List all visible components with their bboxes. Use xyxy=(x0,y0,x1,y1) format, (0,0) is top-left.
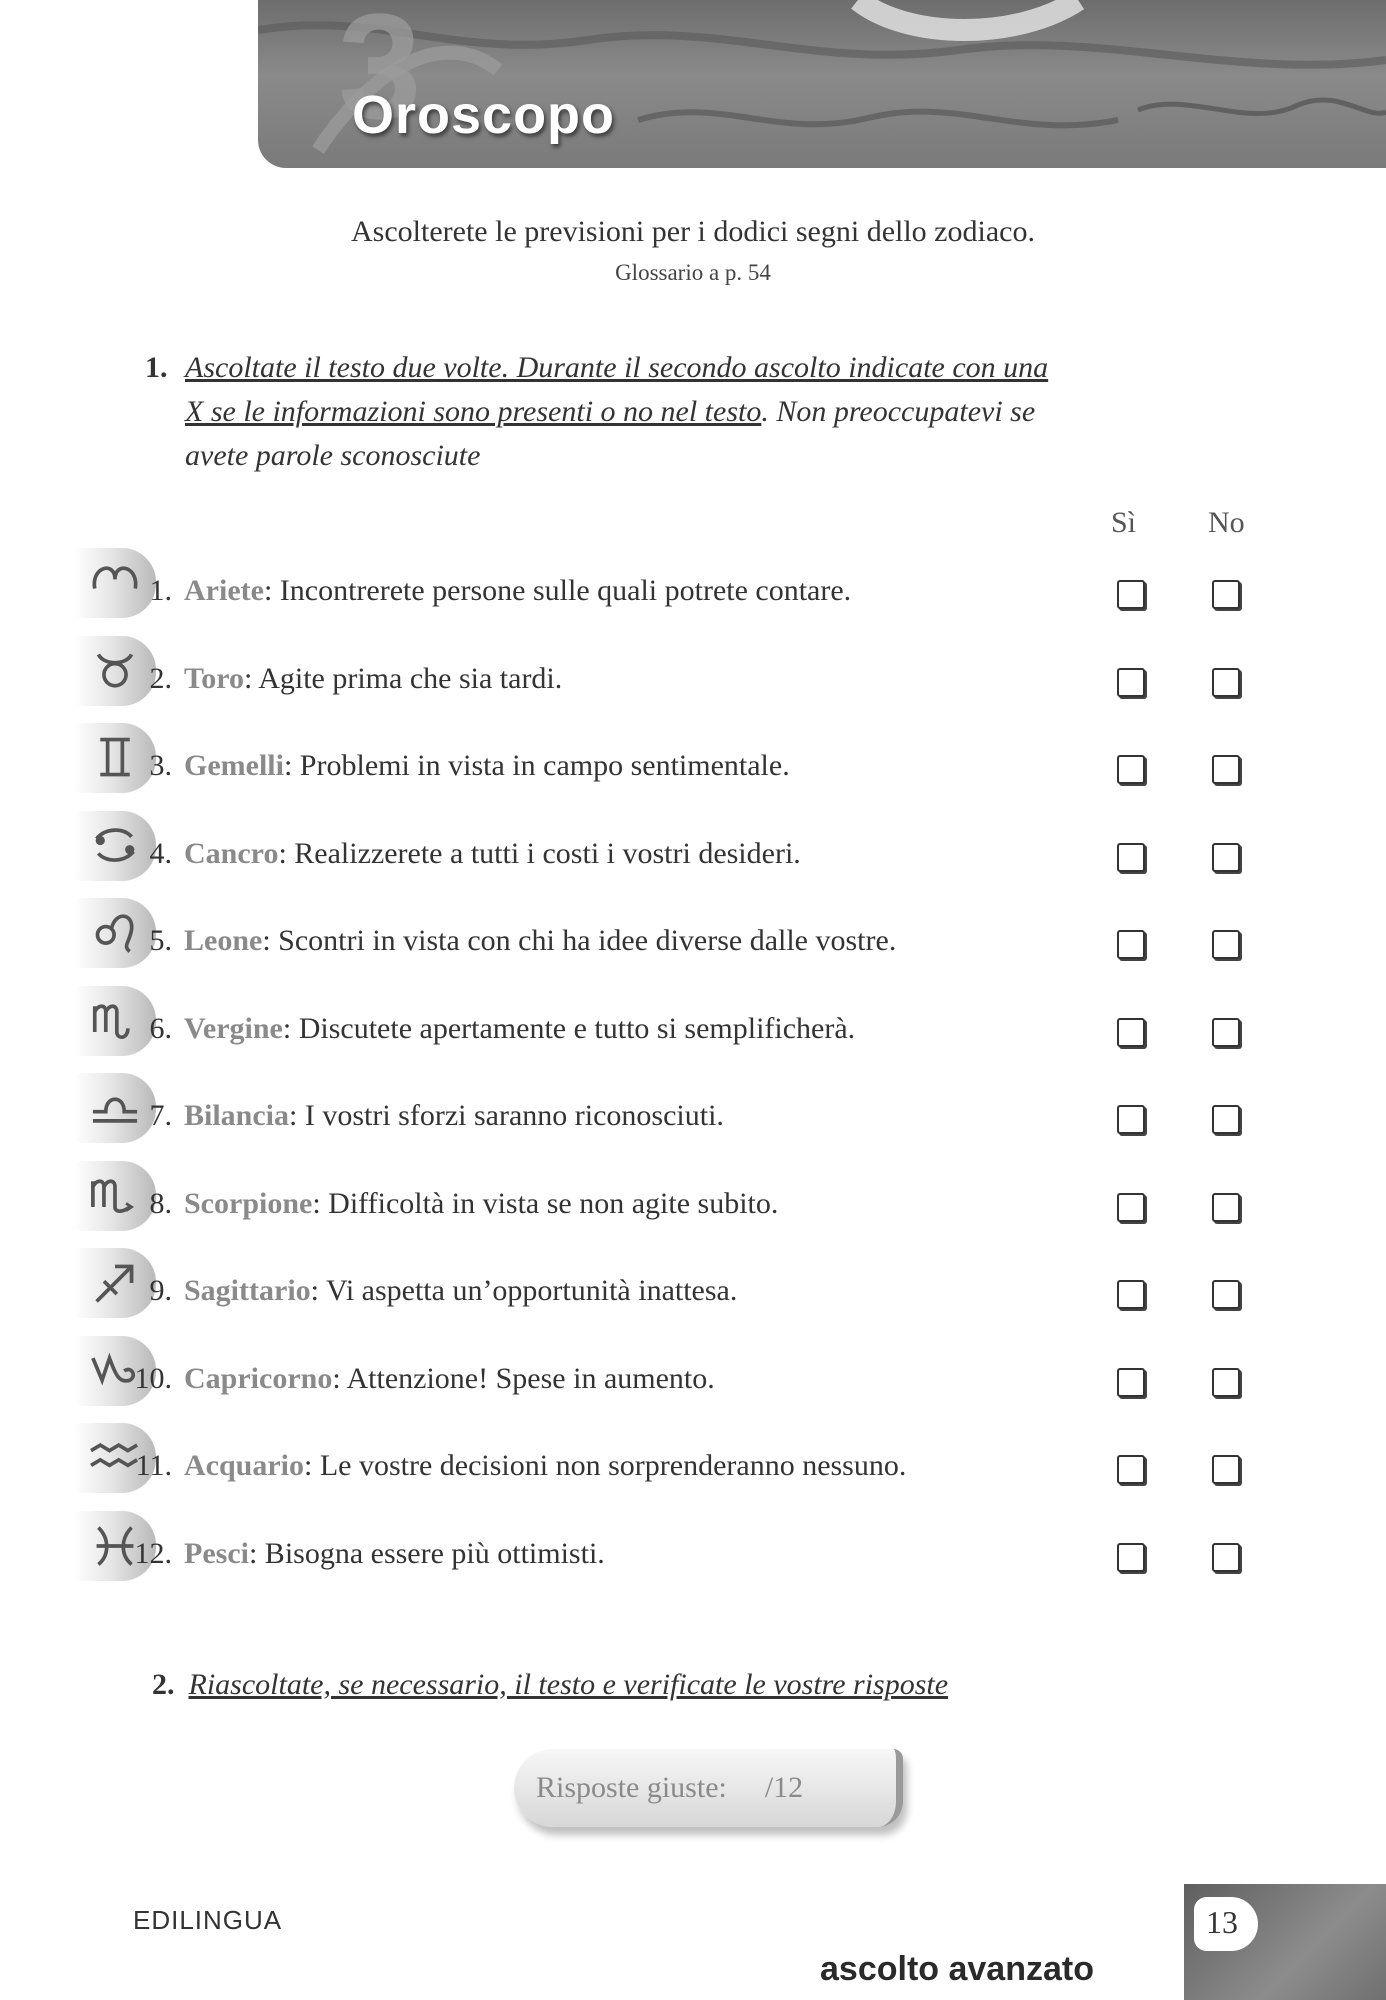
column-header-no: No xyxy=(1208,506,1245,539)
statement-text xyxy=(184,749,790,783)
statement-text xyxy=(184,1362,715,1396)
statement-number: 10. xyxy=(134,1362,172,1395)
statement-row xyxy=(0,574,1386,634)
instruction-part-2: X se le informazioni sono presenti o no nel testo xyxy=(185,395,762,428)
statement-row xyxy=(0,1362,1386,1422)
statement-text xyxy=(184,924,896,958)
statement-row xyxy=(0,1449,1386,1509)
checkbox-no[interactable] xyxy=(1212,668,1240,697)
statement-row xyxy=(0,1187,1386,1247)
statement-number: 12. xyxy=(134,1537,172,1570)
statement: : Bisogna essere più ottimisti. xyxy=(248,1537,605,1570)
score-label-wrap xyxy=(536,1771,803,1805)
score-label: Risposte giuste: xyxy=(536,1771,727,1804)
score-box xyxy=(514,1749,903,1827)
instruction-part-1: Ascoltate il testo due volte. Durante il secondo ascolto indicate con una xyxy=(185,351,1049,384)
statement-text xyxy=(184,1449,906,1483)
zodiac-sign-name: Bilancia xyxy=(184,1099,290,1132)
zodiac-sign-name: Sagittario xyxy=(184,1274,311,1307)
statement-text xyxy=(184,662,562,696)
instruction-part-3: . Non preoccupatevi se xyxy=(761,395,1036,428)
statement-number: 4. xyxy=(149,837,172,870)
zodiac-sign-name: Scorpione xyxy=(184,1187,313,1220)
zodiac-sign-name: Capricorno xyxy=(184,1362,333,1395)
checkbox-no[interactable] xyxy=(1212,1455,1240,1484)
statement: : Agite prima che sia tardi. xyxy=(244,662,563,695)
checkbox-yes[interactable] xyxy=(1117,1455,1145,1484)
statement-row xyxy=(0,1012,1386,1072)
statement-text xyxy=(184,1537,605,1571)
checkbox-yes[interactable] xyxy=(1117,1105,1145,1134)
instruction-part-4: avete parole sconosciute xyxy=(185,439,481,472)
statement-number: 2. xyxy=(149,662,172,695)
checkbox-no[interactable] xyxy=(1212,1018,1240,1047)
statement-text xyxy=(184,1012,855,1046)
statement-text xyxy=(184,574,851,608)
statement-number: 9. xyxy=(149,1274,172,1307)
statement-number: 6. xyxy=(149,1012,172,1045)
intro-text: Ascolterete le previsioni per i dodici segni dello zodiaco. xyxy=(351,215,1035,248)
checkbox-yes[interactable] xyxy=(1117,1018,1145,1047)
statement-number: 7. xyxy=(149,1099,172,1132)
checkbox-yes[interactable] xyxy=(1117,843,1145,872)
statement-row xyxy=(0,837,1386,897)
checkbox-yes[interactable] xyxy=(1117,1193,1145,1222)
zodiac-sign-name: Pesci xyxy=(184,1537,249,1570)
checkbox-yes[interactable] xyxy=(1117,1280,1145,1309)
checkbox-no[interactable] xyxy=(1212,1193,1240,1222)
checkbox-yes[interactable] xyxy=(1117,668,1145,697)
statement-row xyxy=(0,924,1386,984)
checkbox-no[interactable] xyxy=(1212,843,1240,872)
zodiac-sign-name: Leone xyxy=(184,924,263,957)
statement-row xyxy=(0,662,1386,722)
checkbox-yes[interactable] xyxy=(1117,580,1145,609)
statement-row xyxy=(0,1274,1386,1334)
zodiac-sign-name: Cancro xyxy=(184,837,279,870)
unit-number: 3 xyxy=(338,0,422,150)
checkbox-no[interactable] xyxy=(1212,755,1240,784)
exercise-1-number: 1. xyxy=(145,351,168,384)
exercise-1-instruction xyxy=(185,346,1265,478)
score-total: /12 xyxy=(764,1771,804,1804)
statement: : Le vostre decisioni non sorprenderanno nessuno. xyxy=(304,1449,907,1482)
statement: : Discutete apertamente e tutto si semplificherà. xyxy=(282,1012,856,1045)
statement: : Attenzione! Spese in aumento. xyxy=(332,1362,715,1395)
statement-row xyxy=(0,1537,1386,1597)
section-label: ascolto avanzato xyxy=(820,1950,1094,1988)
statement-number: 11. xyxy=(135,1449,172,1482)
statement: : I vostri sforzi saranno riconosciuti. xyxy=(289,1099,724,1132)
publisher-logo: EDILINGUA xyxy=(133,1905,283,1935)
zodiac-sign-name: Acquario xyxy=(184,1449,304,1482)
exercise-2-instruction: Riascoltate, se necessario, il testo e verificate le vostre risposte xyxy=(188,1668,949,1701)
statement-text xyxy=(184,1099,724,1133)
statement-text xyxy=(184,1274,737,1308)
checkbox-yes[interactable] xyxy=(1117,1368,1145,1397)
checkbox-yes[interactable] xyxy=(1117,755,1145,784)
exercise-2-number: 2. xyxy=(152,1668,175,1701)
statement-row xyxy=(0,1099,1386,1159)
statement-row xyxy=(0,749,1386,809)
header-banner xyxy=(258,0,1386,168)
statement: : Incontrerete persone sulle quali potrete contare. xyxy=(263,574,852,607)
zodiac-sign-name: Ariete xyxy=(184,574,264,607)
glossary-reference: Glossario a p. 54 xyxy=(615,260,771,285)
statement-number: 3. xyxy=(149,749,172,782)
page-title: Oroscopo xyxy=(352,85,616,145)
checkbox-yes[interactable] xyxy=(1117,930,1145,959)
checkbox-no[interactable] xyxy=(1212,1105,1240,1134)
statement-number: 8. xyxy=(149,1187,172,1220)
exercise-2 xyxy=(152,1668,948,1702)
statement-number: 5. xyxy=(149,924,172,957)
checkbox-no[interactable] xyxy=(1212,1543,1240,1572)
statement-text xyxy=(184,837,801,871)
statement: : Scontri in vista con chi ha idee diverse dalle vostre. xyxy=(262,924,897,957)
statement-text xyxy=(184,1187,778,1221)
zodiac-sign-name: Vergine xyxy=(184,1012,283,1045)
statement-number: 1. xyxy=(149,574,172,607)
statement: : Realizzerete a tutti i costi i vostri desideri. xyxy=(278,837,801,870)
page-number: 13 xyxy=(1206,1904,1238,1940)
checkbox-yes[interactable] xyxy=(1117,1543,1145,1572)
checkbox-no[interactable] xyxy=(1212,930,1240,959)
statement: : Difficoltà in vista se non agite subito. xyxy=(312,1187,779,1220)
statement: : Vi aspetta un’opportunità inattesa. xyxy=(310,1274,738,1307)
checkbox-no[interactable] xyxy=(1212,1368,1240,1397)
checkbox-no[interactable] xyxy=(1212,1280,1240,1309)
zodiac-sign-name: Gemelli xyxy=(184,749,284,782)
zodiac-sign-name: Toro xyxy=(184,662,245,695)
statement: : Problemi in vista in campo sentimentale. xyxy=(283,749,790,782)
checkbox-no[interactable] xyxy=(1212,580,1240,609)
column-header-yes: Sì xyxy=(1111,506,1137,539)
